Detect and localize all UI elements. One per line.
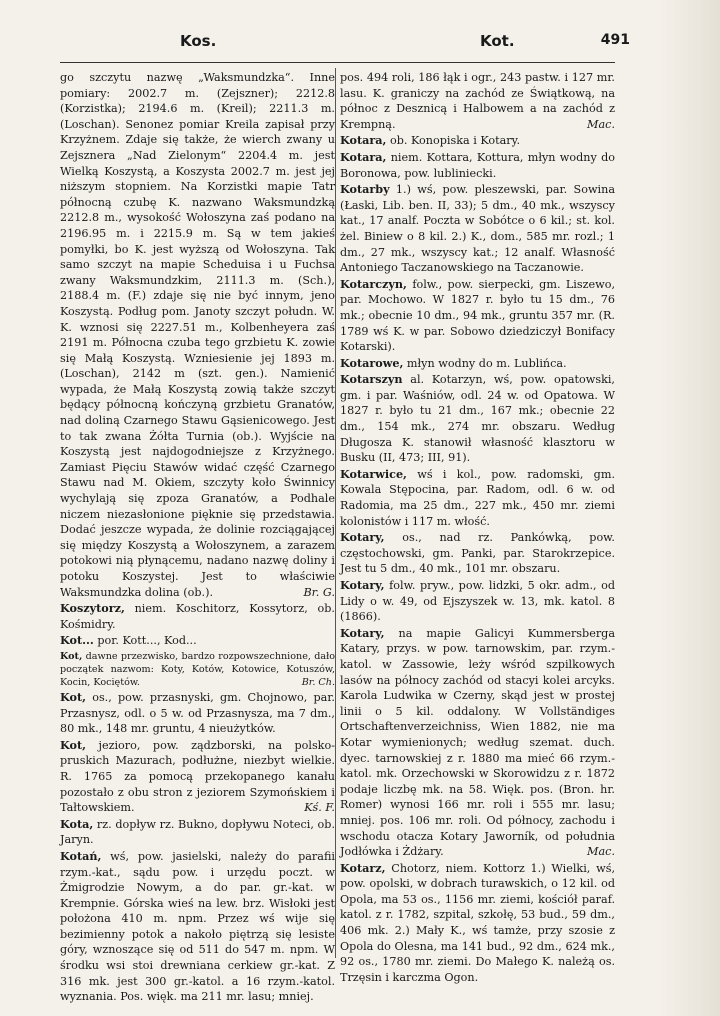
dictionary-entry — [60, 633, 335, 649]
entry-text: go szczytu nazwę „Waksmundzka“. Inne pomiary: 2002.7 m. (Zejszner); 2212.8 (Korzistka); 2194.6 m. (Kreil); 2211.3 m. (Loschan). Senonez pomiar Kreila zapisał przy Krzyżnem. Zdaje się także, że wierch zwany u Zejsznera „Nad Zielonym“ 2204.4 m. jest Wielką Koszystą, a Koszysta 2002.7 m. jest jej niższym stopniem. Na Korzistki mapie Tatr północną czubę K. nazwano Waksmundzką 2212.8 m., wysokość Wołoszyna zaś podano na 2196.95 m. i 2215.9 m. Są w tem jakieś pomyłki, bo K. jest wyższą od Wołoszyna. Tak samo szczyt na mapie Scheduisa i u Fuchsa zwany Waksmundzkim, 2111.3 m. (Sch.), 2188.4 m. (F.) zdaje się nie być innym, jeno Koszystą. Podług pom. Janoty szczyt połudn. W. K. wznosi się 2227.51 m., Kolbenheyera zaś 2191 m. Północna czuba tego grzbietu K. zowie się Małą Koszystą. Wzniesienie jej 1893 m. (Loschan), 2142 m (szt. gen.). Namienić wypada, że Małą Koszystą zowią także szczyt będący północną kończyną grzbietu Granatów, nad doliną Czarnego Stawu Gąsienicowego. Jest to tak zwana Żółta Turnia (ob.). Wyjście na Koszystą jest najdogodniejsze z Krzyżnego. Zamiast Pięciu Stawów widać część Czarnego Stawu nad M. Okiem, szczyty koło Świnnicy wychylają się zpoza Granatów, a Podhale niczem niezasłonione pięknie się przedstawia. Dodać jeszcze wypada, że dolinie rozciągającej się między Koszystą a Wołoszynem, a zarazem potokowi nią płynącemu, nadano nazwę doliny i potoku Koszystej. Jest to właściwie Waksmundzka dolina (ob.). — [60, 71, 335, 599]
entry-headword: Kot... — [60, 633, 94, 648]
entry-text: pos. 494 roli, 186 łąk i ogr., 243 pastw. i 127 mr. lasu. K. graniczy na zachód ze Świątkową, na północ z Desznicą i Halbowem a na zachód z Krempną. — [340, 71, 615, 131]
entry-paragraph — [340, 861, 615, 986]
dictionary-entry — [340, 70, 615, 132]
header-center-running-title: Kot. — [480, 32, 515, 50]
entry-text: na mapie Galicyi Kummersberga Katary, przys. w pow. tarnowskim, par. rzym.-katol. w Zassowie, leży wśród szpilkowych lasów na północy zachód od stacyi kolei arcyks. Karola Ludwika w Czerny, skąd jest w prostej linii o 5 kil. oddalony. W Vollständiges Ortschaftenverzeichniss, Wien 1882, nie ma Kotar wymienionych; według szemat. duch. dyec. tarnowskiej z r. 1880 ma mieć 66 rzym.-katol. mk. Orzechowski w Skorowidzu z r. 1872 podaje liczbę mk. na 58. Więk. pos. (Bron. hr. Romer) wynosi 166 mr. roli i 555 mr. lasu; mniej. pos. 106 mr. roli. Od północy, zachodu i wschodu otacza Kotary Jaworník, od południa Jodłówka i Żdżary. — [340, 626, 615, 859]
entry-headword: Kotary, — [340, 578, 385, 592]
entry-text: 1.) wś, pow. pleszewski, par. Sowina (Łaski, Lib. ben. II, 33); 5 dm., 40 mk., wszyscy kat., 17 analf. Poczta w Sobótce o 6 kil.; st. kol. żel. Biniew o 8 kil. 2.) K., dom., 585 mr. rozl.; 1 dm., 27 mk., wszyscy kat.; 12 analf. Własność Antoniego Taczanowskiego na Taczanowie. — [340, 183, 615, 275]
entry-headword: Kotary, — [340, 530, 385, 545]
dictionary-entry — [60, 849, 335, 1005]
dictionary-entry — [340, 578, 615, 625]
entry-paragraph — [60, 70, 335, 600]
entry-paragraph — [340, 133, 615, 149]
entry-text: wś i kol., pow. radomski, gm. Kowala Stępocina, par. Radom, odl. 6 w. od Radomia, ma 25 dm., 227 mk., 450 mr. ziemi kolonistów i 117 m. włość. — [340, 467, 615, 528]
dictionary-entry — [340, 372, 615, 466]
entry-text: por. Kott..., Kod... — [97, 634, 197, 648]
entry-headword: Kotarwice, — [340, 466, 407, 481]
entry-headword: Kotara, — [340, 133, 387, 148]
entry-text: folw., pow. sierpecki, gm. Liszewo, par. Mochowo. W 1827 r. było tu 15 dm., 76 mk.; obecnie 10 dm., 94 mk., gruntu 357 mr. (R. 1789 wś K. w par. Sobowo dziedziczył Bonifacy Kotarski). — [340, 277, 615, 354]
header-rule — [60, 62, 615, 63]
entry-headword: Kotarszyn — [340, 372, 403, 387]
page-edge-shadow — [660, 0, 720, 1016]
page-header — [60, 32, 630, 52]
entry-text: ob. Konopiska i Kotary. — [389, 134, 521, 148]
entry-text: jezioro, pow. ządzborski, na polsko-pruskich Mazurach, podłużne, niezbyt wielkie. R. 1765 za pomocą przekopanego kanału pozostało z obu stron z jeziorem Szymońskiem i Tałtowskiem. — [60, 738, 335, 815]
header-left-running-title: Kos. — [180, 32, 217, 50]
entry-text: os., pow. przasnyski, gm. Chojnowo, par. Przasnysz, odl. o 5 w. od Przasnysza, ma 7 dm., 80 mk., 148 mr. gruntu, 4 nieużytków. — [60, 690, 335, 736]
dictionary-entry — [340, 626, 615, 860]
entry-paragraph — [340, 372, 615, 466]
entry-paragraph — [60, 817, 335, 848]
entry-signature: Mac. — [587, 117, 615, 131]
entry-headword: Kot, — [60, 689, 87, 704]
entry-headword: Koszytorz, — [60, 601, 125, 616]
entry-text: młyn wodny do m. Lublińca. — [406, 356, 567, 370]
dictionary-entry — [60, 738, 335, 816]
entry-headword: Kotarz, — [340, 860, 386, 875]
entry-paragraph — [340, 356, 615, 372]
entry-text: rz. dopływ rz. Bukno, dopływu Noteci, ob. Jaryn. — [60, 817, 335, 847]
entry-text: niem. Kottara, Kottura, młyn wodny do Boronowa, pow. lubliniecki. — [340, 150, 615, 180]
entry-paragraph — [340, 467, 615, 529]
column-divider — [335, 68, 336, 958]
entry-paragraph — [60, 650, 335, 689]
entry-text: os., nad rz. Pankówką, pow. częstochowski, gm. Panki, par. Starokrzepice. Jest tu 5 dm., 40 mk., 101 mr. obszaru. — [340, 531, 615, 576]
left-column — [60, 70, 335, 1006]
entry-paragraph — [340, 182, 615, 276]
dictionary-entry — [340, 467, 615, 529]
entry-text: Chotorz, niem. Kottorz 1.) Wielki, wś, pow. opolski, w dobrach turawskich, o 12 kil. od Opola, ma 53 os., 1156 mr. ziemi, kościół paraf. katol. z r. 1782, szpital, szkołę, 53 bud., 59 dm., 406 mk. 2.) Mały K., wś tamże, przy szosie z Opola do Olesna, ma 141 bud., 92 dm., 624 mk., 92 os., 1780 mr. ziemi. Do Małego K. należą os. Trzęsin i karczma Ogon. — [340, 861, 616, 984]
entry-headword: Kotarby — [340, 182, 390, 197]
entry-paragraph — [60, 738, 335, 816]
right-column — [340, 70, 615, 986]
dictionary-entry — [60, 70, 335, 600]
entry-headword: Kotary, — [340, 625, 385, 640]
entry-headword: Kotarczyn, — [340, 276, 407, 291]
entry-paragraph — [60, 601, 335, 632]
dictionary-entry — [340, 150, 615, 181]
dictionary-entry — [340, 861, 615, 986]
dictionary-entry — [340, 530, 615, 577]
entry-text: al. Kotarzyn, wś, pow. opatowski, gm. i par. Waśniów, odl. 24 w. od Opatowa. W 1827 r. było tu 21 dm., 167 mk.; obecnie 22 dm., 154 mk., 274 mr. obszaru. Według Długosza K. stanowił własność klasztoru w Busku (II, 473; III, 91). — [340, 373, 615, 465]
entry-paragraph — [340, 150, 615, 181]
entry-paragraph — [340, 530, 615, 577]
entry-text: wś, pow. jasielski, należy do parafii rzym.-kat., sądu pow. i urzędu poczt. w Żmigrodzie Nowym, a do par. gr.-kat. w Krempnie. Górska wieś na lew. brz. Wisłoki jest położona 410 m. npm. Przez wś wije się bezimienny potok a nakoło piętrzą się lesiste góry, wznoszące się od 511 do 547 m. npm. W środku wsi stoi drewniana cerkiew gr.-kat. Z 316 mk. jest 300 gr.-katol. a 16 rzym.-katol. wyznania. Pos. więk. ma 211 mr. lasu; mniej. — [60, 849, 335, 1004]
entry-headword: Kotara, — [340, 149, 387, 164]
dictionary-entry — [340, 182, 615, 276]
dictionary-entry — [60, 650, 335, 689]
dictionary-entry — [340, 277, 615, 355]
entry-headword: Kot, — [60, 650, 83, 662]
entry-headword: Kot, — [60, 737, 87, 752]
entry-text: niem. Koschitorz, Kossytorz, ob. Kośmidry. — [60, 602, 335, 631]
dictionary-entry — [340, 133, 615, 149]
entry-paragraph — [340, 578, 615, 625]
entry-text: folw. pryw., pow. lidzki, 5 okr. adm., od Lidy o w. 49, od Ejszyszek w. 13, mk. katol. 8 (1866). — [340, 579, 616, 624]
entry-paragraph — [340, 277, 615, 355]
entry-paragraph — [60, 633, 335, 649]
entry-paragraph — [340, 626, 615, 860]
entry-headword: Kotarowe, — [340, 355, 404, 370]
entry-signature: Br. Ch. — [301, 676, 335, 688]
entry-signature: Mac. — [587, 845, 615, 859]
dictionary-entry — [340, 356, 615, 372]
dictionary-entry — [60, 690, 335, 737]
dictionary-entry — [60, 817, 335, 848]
entry-headword: Kotań, — [60, 848, 102, 863]
dictionary-entry — [60, 601, 335, 632]
entry-text: dawne przezwisko, bardzo rozpowszechnione, dało początek nazwom: Koty, Kotów, Kotowice, Kotuszów, Kocin, Kociętów. — [60, 650, 335, 688]
entry-signature: Br. G. — [303, 585, 335, 599]
entry-paragraph — [60, 849, 335, 1005]
entry-signature: Kś. F. — [304, 801, 335, 815]
entry-paragraph — [60, 690, 335, 737]
page-number: 491 — [600, 32, 630, 48]
entry-paragraph — [340, 70, 615, 132]
entry-headword: Kota, — [60, 816, 94, 831]
